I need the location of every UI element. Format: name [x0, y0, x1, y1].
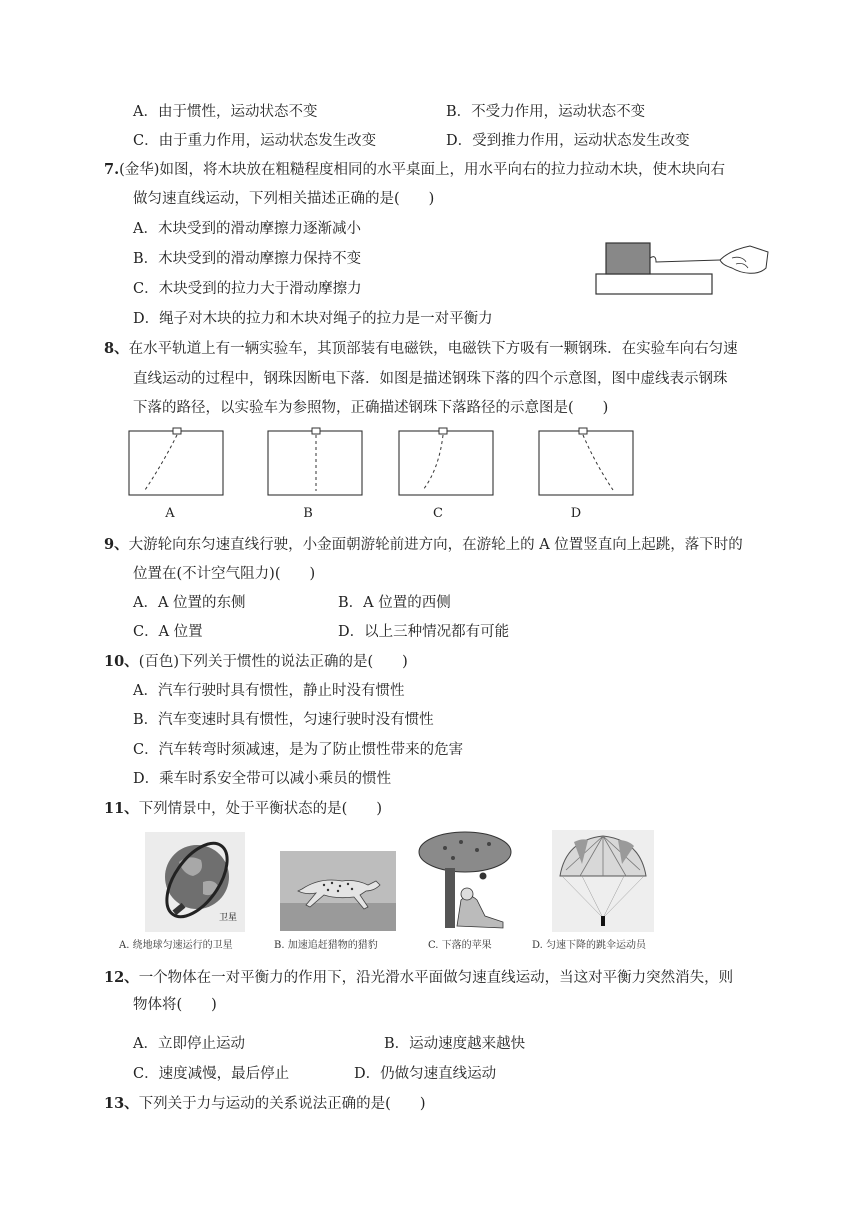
q12-line1: 一个物体在一对平衡力的作用下，沿光滑水平面做匀速直线运动，当这对平衡力突然消失，则: [138, 970, 734, 986]
q10-option-d: D．乘车时系安全带可以减小乘员的惯性: [133, 771, 392, 787]
apple-icon: [480, 873, 487, 880]
q8-line1: 在水平轨道上有一辆实验车，其顶部装有电磁铁，电磁铁下方吸有一颗钢珠．在实验车向右匀速: [128, 341, 738, 357]
q10-number: 10、: [104, 653, 139, 670]
q7-option-d: D．绳子对木块的拉力和木块对绳子的拉力是一对平衡力: [133, 311, 493, 327]
q6-option-d: D．受到推力作用，运动状态发生改变: [446, 133, 690, 149]
q12-number: 12、: [104, 969, 139, 986]
q12-option-a: A．立即停止运动: [133, 1036, 245, 1052]
photo-satellite: [145, 832, 245, 932]
tree-crown: [419, 832, 511, 872]
q11-stem: [104, 799, 382, 819]
q7-option-b: B．木块受到的滑动摩擦力保持不变: [133, 251, 362, 267]
q8-label-c: C: [433, 506, 443, 521]
q10-option-b: B．汽车变速时具有惯性，匀速行驶时没有惯性: [133, 712, 434, 728]
q10-option-c: C．汽车转弯时须减速，是为了防止惯性带来的危害: [133, 742, 464, 758]
q11-line1: 下列情景中，处于平衡状态的是( ): [138, 801, 382, 817]
q6-option-b: B．不受力作用，运动状态不变: [446, 104, 646, 120]
q10-stem: [104, 652, 408, 672]
q13-number: 13、: [104, 1095, 139, 1112]
diagram-a: [129, 428, 223, 495]
table-surface: [596, 274, 712, 294]
q8-stem: [104, 339, 738, 359]
q9-option-b: B．A 位置的西侧: [338, 595, 451, 611]
rope: [650, 257, 720, 262]
q9-line1: 大游轮向东匀速直线行驶，小金面朝游轮前进方向，在游轮上的 A 位置竖直向上起跳，落下时的: [128, 537, 743, 553]
q8-line2: 直线运动的过程中，钢珠因断电下落．如图是描述钢珠下落的四个示意图，图中虚线表示钢珠: [133, 371, 728, 387]
wooden-block: [606, 243, 650, 274]
q7-stem: [104, 160, 725, 180]
q7-block-figure: [590, 238, 775, 300]
tree-trunk: [445, 868, 455, 928]
q8-line3: 下落的路径，以实验车为参照物，正确描述钢珠下落路径的示意图是( ): [133, 400, 609, 416]
q8-label-a: A: [165, 506, 175, 521]
q12-option-d: D．仍做匀速直线运动: [354, 1066, 497, 1082]
diagram-b: [268, 428, 362, 495]
q11-caption-c: C. 下落的苹果: [428, 940, 492, 951]
q13-line1: 下列关于力与运动的关系说法正确的是( ): [138, 1096, 426, 1112]
q8-diagrams: [125, 425, 645, 500]
q7-line1: (金华)如图，将木块放在粗糙程度相同的水平桌面上，用水平向右的拉力拉动木块，使木块向右: [119, 162, 725, 178]
q9-line2: 位置在(不计空气阻力)( ): [133, 566, 316, 582]
q9-option-d: D．以上三种情况都有可能: [338, 624, 510, 640]
q9-number: 9、: [104, 536, 129, 553]
q6-option-a: A．由于惯性，运动状态不变: [133, 104, 318, 120]
q9-option-c: C．A 位置: [133, 624, 203, 640]
q12-line2: 物体将( ): [133, 997, 217, 1013]
q13-stem: [104, 1094, 426, 1114]
q9-option-a: A．A 位置的东侧: [133, 595, 246, 611]
q12-stem: [104, 968, 733, 988]
photo-parachute: [552, 830, 654, 932]
q8-label-d: D: [570, 506, 582, 521]
q11-caption-d: D. 匀速下降的跳伞运动员: [532, 940, 647, 951]
q7-option-a: A．木块受到的滑动摩擦力逐渐减小: [133, 221, 361, 237]
q9-stem: [104, 535, 743, 555]
q12-option-b: B．运动速度越来越快: [384, 1036, 526, 1052]
q7-option-c: C．木块受到的拉力大于滑动摩擦力: [133, 281, 362, 297]
q12-option-c: C．速度减慢，最后停止: [133, 1066, 290, 1082]
q8-number: 8、: [104, 340, 129, 357]
satellite-label: 卫星: [219, 913, 238, 923]
q8-label-b: B: [303, 506, 313, 521]
q11-caption-b: B. 加速追赶猎物的猎豹: [274, 940, 378, 951]
q7-line2: 做匀速直线运动，下列相关描述正确的是( ): [133, 191, 435, 207]
diagram-d: [539, 428, 633, 495]
photo-apple: [415, 830, 515, 932]
skydiver-icon: [601, 916, 605, 926]
photo-cheetah: [280, 851, 396, 931]
q7-number: 7.: [104, 161, 120, 178]
q10-option-a: A．汽车行驶时具有惯性，静止时没有惯性: [133, 683, 405, 699]
q6-option-c: C．由于重力作用，运动状态发生改变: [133, 133, 377, 149]
q10-line1: (百色)下列关于惯性的说法正确的是( ): [138, 654, 408, 670]
diagram-c: [399, 428, 493, 495]
q11-number: 11、: [104, 800, 139, 817]
q11-caption-a: A. 绕地球匀速运行的卫星: [119, 940, 233, 951]
